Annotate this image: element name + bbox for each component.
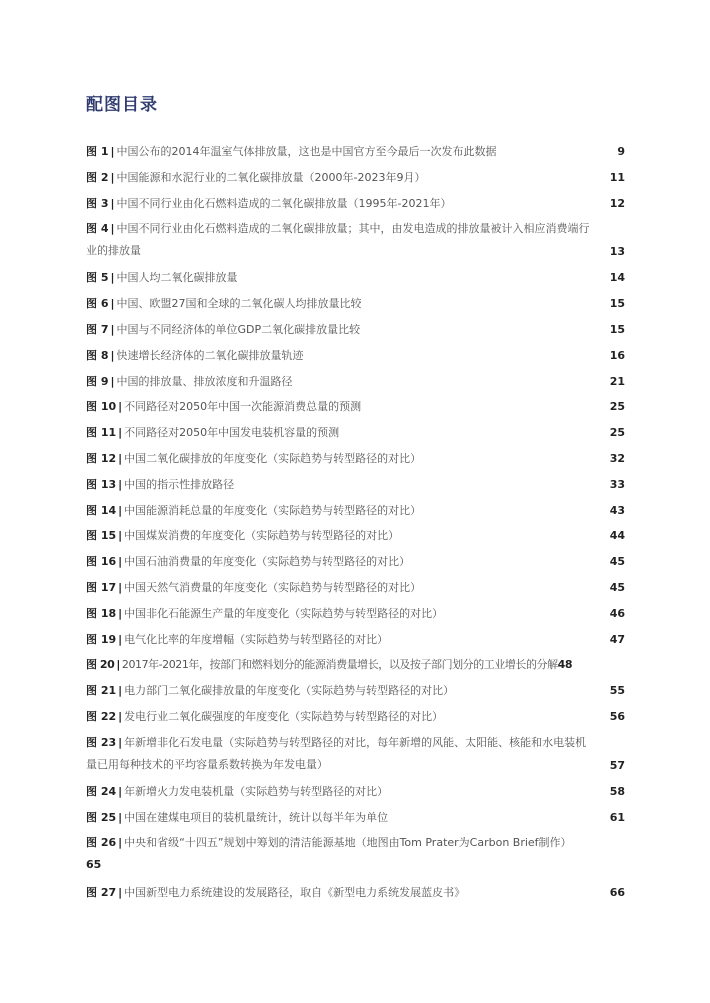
toc-entry[interactable] [86,448,625,474]
figure-label: 图 7 [86,322,109,336]
figure-label: 图 4 [86,222,109,236]
figure-label: 图 17 [86,580,117,594]
separator: | [118,426,123,440]
toc-entry[interactable] [86,603,625,629]
page-number: 65 [86,858,102,872]
page-number: 11 [609,170,625,184]
figure-label: 图 12 [86,451,117,465]
figure-title: 中国人均二氧化碳排放量 [116,271,238,285]
figure-title: 中国能源和水泥行业的二氧化碳排放量（2000年-2023年9月） [116,170,426,184]
page-number: 33 [609,477,625,491]
toc-entry[interactable] [86,525,625,551]
figure-title: 2017年-2021年，按部门和燃料划分的能源消费量增长，以及按子部门划分的工业增长的分解 [121,658,558,672]
figure-label: 图 5 [86,271,109,285]
page-number: 44 [609,529,625,543]
separator: | [118,632,123,646]
page-number: 14 [609,271,625,285]
toc-entry[interactable] [86,371,625,397]
figure-label: 图 3 [86,196,109,210]
page-number: 56 [609,709,625,723]
figure-label: 图 10 [86,400,117,414]
separator: | [110,271,115,285]
toc-entry[interactable] [86,422,625,448]
separator: | [118,451,123,465]
toc-entry[interactable] [86,882,625,908]
separator: | [118,580,123,594]
figure-label: 图 9 [86,374,109,388]
figure-title: 不同路径对2050年中国一次能源消费总量的预测 [124,400,362,414]
toc-entry[interactable] [86,474,625,500]
toc-entry[interactable] [86,193,625,219]
separator: | [118,709,123,723]
toc-entry[interactable] [86,500,625,526]
separator: | [118,477,123,491]
separator: | [110,196,115,210]
figure-title: 快速增长经济体的二氧化碳排放量轨迹 [116,348,304,362]
page-number: 46 [609,606,625,620]
figure-title: 中国公布的2014年温室气体排放量，这也是中国官方至今最后一次发布此数据 [116,145,497,158]
figure-title: 中国新型电力系统建设的发展路径，取自《新型电力系统发展蓝皮书》 [124,886,466,900]
separator: | [118,810,123,824]
separator: | [110,374,115,388]
figure-title: 中国、欧盟27国和全球的二氧化碳人均排放量比较 [116,297,362,311]
page-number: 16 [609,348,625,362]
figure-label: 图 14 [86,503,117,517]
figure-title: 中国在建煤电项目的装机量统计，统计以每半年为单位 [124,810,389,824]
toc-entry[interactable] [86,267,625,293]
page-number: 12 [609,196,625,210]
page-number: 9 [617,145,625,158]
separator: | [118,606,123,620]
figure-title: 中国不同行业由化石燃料造成的二氧化碳排放量；其中，由发电造成的排放量被计入相应消费端行业的排放量 [86,222,590,258]
toc-entry[interactable] [86,396,625,422]
page-number: 47 [609,632,625,646]
toc-entry[interactable] [86,218,625,267]
separator: | [118,684,123,698]
page-number: 61 [609,810,625,824]
figure-label: 图 22 [86,709,117,723]
figure-title: 中国能源消耗总量的年度变化（实际趋势与转型路径的对比） [124,503,422,517]
figure-label: 图 13 [86,477,117,491]
page-number: 45 [609,555,625,569]
figure-label: 图 27 [86,886,117,900]
separator: | [110,222,115,236]
toc-entry[interactable] [86,167,625,193]
figure-title: 年新增非化石发电量（实际趋势与转型路径的对比，每年新增的风能、太阳能、核能和水电装机量已用每种技术的平均容量系数转换为年发电量） [86,735,587,771]
separator: | [118,503,123,517]
page-number: 21 [609,374,625,388]
separator: | [110,348,115,362]
separator: | [116,658,120,672]
page-number: 13 [609,245,625,259]
figure-title: 中国的指示性排放路径 [124,477,235,491]
separator: | [118,735,123,749]
figure-label: 图 25 [86,810,117,824]
figure-title: 不同路径对2050年中国发电装机容量的预测 [124,426,340,440]
figure-label: 图 8 [86,348,109,362]
figure-title: 中央和省级“十四五”规划中筹划的清洁能源基地（地图由Tom Prater为Carbon Brief制作） [124,836,572,850]
figure-title: 中国与不同经济体的单位GDP二氧化碳排放量比较 [116,322,361,336]
separator: | [110,297,115,311]
toc-entry[interactable] [86,680,625,706]
separator: | [110,170,115,184]
toc-entry[interactable] [86,832,625,882]
toc-entry[interactable] [86,654,625,680]
figure-label: 图 16 [86,555,117,569]
figure-title: 中国不同行业由化石燃料造成的二氧化碳排放量（1995年-2021年） [116,196,452,210]
figure-title: 年新增火力发电装机量（实际趋势与转型路径的对比） [124,784,389,798]
page-number: 57 [609,758,625,772]
figure-label: 图 6 [86,297,109,311]
figure-title: 中国的排放量、排放浓度和升温路径 [116,374,293,388]
figure-label: 图 15 [86,529,117,543]
page-number: 15 [609,322,625,336]
figure-title: 发电行业二氧化碳强度的年度变化（实际趋势与转型路径的对比） [124,709,444,723]
separator: | [118,784,123,798]
figure-title: 中国煤炭消费的年度变化（实际趋势与转型路径的对比） [124,529,400,543]
separator: | [118,886,123,900]
page-number: 32 [609,451,625,465]
separator: | [110,322,115,336]
figure-label: 图 24 [86,784,117,798]
page-number: 45 [609,580,625,594]
separator: | [118,400,123,414]
figure-title: 中国非化石能源生产量的年度变化（实际趋势与转型路径的对比） [124,606,444,620]
separator: | [118,555,123,569]
figure-label: 图 19 [86,632,117,646]
toc-entry[interactable] [86,345,625,371]
page-number: 66 [609,886,625,900]
toc-entry[interactable] [86,706,625,732]
toc-entry[interactable] [86,319,625,345]
page-title: 配图目录 [86,95,158,115]
figure-label: 图 23 [86,735,117,749]
page-number: 15 [609,297,625,311]
figure-title: 中国石油消费量的年度变化（实际趋势与转型路径的对比） [124,555,411,569]
figure-label: 图 18 [86,606,117,620]
figure-label: 图 1 [86,145,109,158]
figure-title: 中国二氧化碳排放的年度变化（实际趋势与转型路径的对比） [124,451,422,465]
page-number: 48 [557,658,573,672]
toc-entry[interactable] [86,551,625,577]
page-number: 25 [609,426,625,440]
figure-label: 图 11 [86,426,117,440]
page-number: 55 [609,684,625,698]
figure-label: 图 2 [86,170,109,184]
figure-title: 中国天然气消费量的年度变化（实际趋势与转型路径的对比） [124,580,422,594]
toc-entry[interactable] [86,807,625,833]
figure-title: 电气化比率的年度增幅（实际趋势与转型路径的对比） [124,632,389,646]
figure-title: 电力部门二氧化碳排放量的年度变化（实际趋势与转型路径的对比） [124,684,455,698]
page-number: 25 [609,400,625,414]
toc-entry[interactable] [86,293,625,319]
page-number: 58 [609,784,625,798]
figure-label: 图 20 [86,658,115,672]
figure-label: 图 26 [86,836,117,850]
page-number: 43 [609,503,625,517]
separator: | [110,145,115,158]
separator: | [118,529,123,543]
figure-list [86,141,625,908]
figure-label: 图 21 [86,684,117,698]
separator: | [118,836,123,850]
toc-entry[interactable] [86,629,625,655]
toc-entry[interactable] [86,577,625,603]
toc-entry[interactable] [86,781,625,807]
toc-entry[interactable] [86,732,625,781]
toc-entry[interactable] [86,141,625,167]
